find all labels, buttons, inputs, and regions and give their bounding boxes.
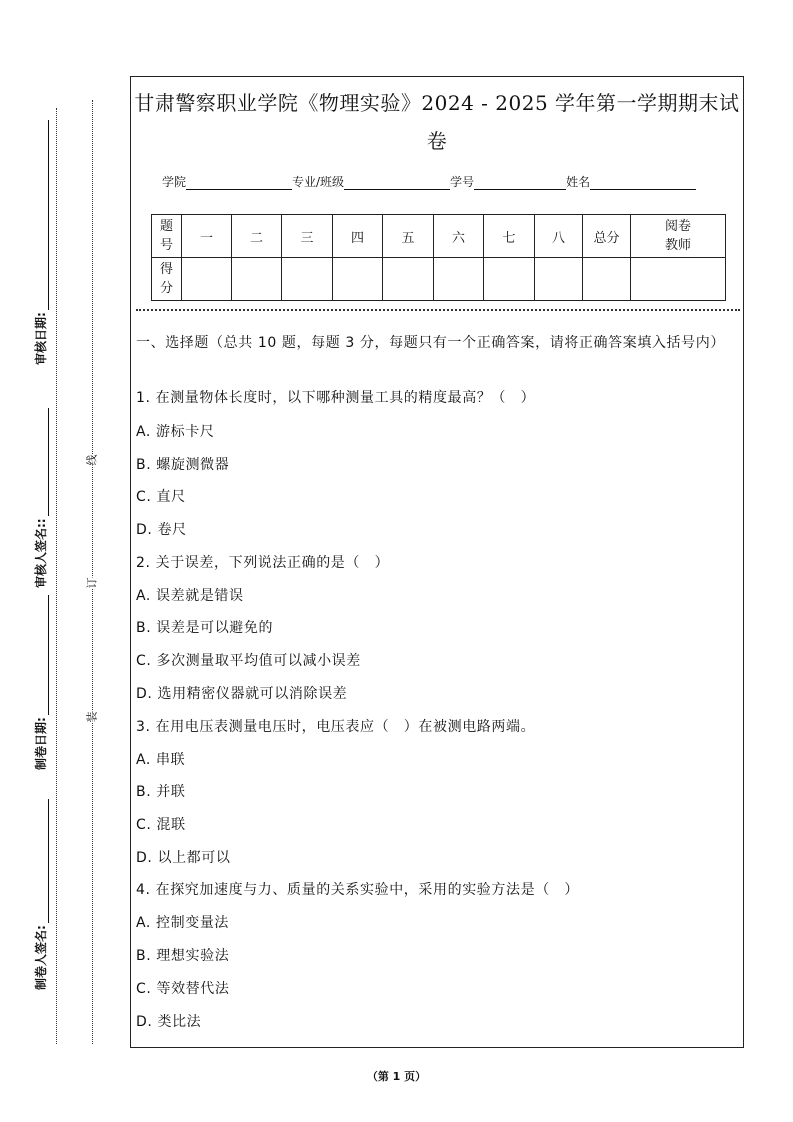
question-2-stem: 2. 关于误差，下列说法正确的是（ ） bbox=[136, 555, 390, 571]
question-4-option-d: D. 类比法 bbox=[136, 1014, 202, 1030]
reviewer-teacher-label: 阅卷 教师 bbox=[631, 215, 726, 258]
question-1-option-b: B. 螺旋测微器 bbox=[136, 457, 230, 473]
college-label: 学院 bbox=[162, 175, 187, 189]
question-2-option-d: D. 选用精密仪器就可以消除误差 bbox=[136, 686, 348, 702]
score-cell-6[interactable] bbox=[434, 258, 484, 301]
score-table-score-row bbox=[152, 258, 726, 301]
question-1-option-a: A. 游标卡尺 bbox=[136, 424, 215, 440]
score-cell-3[interactable] bbox=[282, 258, 333, 301]
score-cell-5[interactable] bbox=[383, 258, 434, 301]
college-blank[interactable] bbox=[186, 175, 292, 190]
reviewer-sign-blank bbox=[36, 408, 49, 516]
make-date-field bbox=[32, 595, 49, 770]
question-3-option-a: A. 串联 bbox=[136, 752, 186, 768]
binding-char-line: 线 bbox=[82, 455, 102, 466]
question-2-option-b: B. 误差是可以避免的 bbox=[136, 620, 274, 636]
question-2-option-a: A. 误差就是错误 bbox=[136, 588, 244, 604]
score-col-6: 六 bbox=[434, 215, 484, 258]
question-number-label: 题 号 bbox=[152, 215, 182, 258]
score-cell-reviewer[interactable] bbox=[631, 258, 726, 301]
binding-dotted-line-right bbox=[92, 100, 93, 1044]
exam-title bbox=[130, 84, 744, 160]
score-table-header-row bbox=[152, 215, 726, 258]
question-3-option-c: C. 混联 bbox=[136, 817, 186, 833]
score-cell-1[interactable] bbox=[182, 258, 232, 301]
major-blank[interactable] bbox=[344, 175, 450, 190]
score-col-8: 八 bbox=[535, 215, 583, 258]
student-id-label: 学号 bbox=[450, 175, 475, 189]
question-1-option-d: D. 卷尺 bbox=[136, 522, 187, 538]
score-cell-total[interactable] bbox=[583, 258, 631, 301]
score-col-2: 二 bbox=[232, 215, 282, 258]
score-col-5: 五 bbox=[383, 215, 434, 258]
section1-heading: 一、选择题（总共 10 题，每题 3 分，每题只有一个正确答案，请将正确答案填入括号内） bbox=[136, 335, 725, 351]
question-1-stem: 1. 在测量物体长度时，以下哪种测量工具的精度最高？（ ） bbox=[136, 390, 536, 406]
student-info-row bbox=[162, 173, 722, 190]
make-date-blank bbox=[36, 595, 49, 715]
review-date-label: 审核日期: bbox=[34, 312, 48, 365]
question-4-option-c: C. 等效替代法 bbox=[136, 981, 230, 997]
question-2-option-c: C. 多次测量取平均值可以减小误差 bbox=[136, 653, 361, 669]
score-table bbox=[151, 214, 726, 301]
score-cell-2[interactable] bbox=[232, 258, 282, 301]
binding-char-ding: 订 bbox=[82, 578, 102, 589]
question-3-stem: 3. 在用电压表测量电压时，电压表应（ ）在被测电路两端。 bbox=[136, 719, 536, 735]
score-cell-4[interactable] bbox=[333, 258, 383, 301]
review-date-blank bbox=[36, 120, 49, 310]
reviewer-sign-label: 审核人签名:: bbox=[34, 518, 48, 588]
question-1-option-c: C. 直尺 bbox=[136, 489, 186, 505]
score-col-1: 一 bbox=[182, 215, 232, 258]
question-4-stem: 4. 在探究加速度与力、质量的关系实验中，采用的实验方法是（ ） bbox=[136, 882, 580, 898]
name-label: 姓名 bbox=[566, 175, 591, 189]
score-cell-8[interactable] bbox=[535, 258, 583, 301]
score-cell-7[interactable] bbox=[484, 258, 535, 301]
maker-sign-label: 制卷人签名: bbox=[34, 925, 48, 990]
exam-title-line1: 甘肃警察职业学院《物理实验》2024 - 2025 学年第一学期期末试 bbox=[134, 91, 740, 115]
student-id-blank[interactable] bbox=[474, 175, 566, 190]
score-col-7: 七 bbox=[484, 215, 535, 258]
page-number: （第 1 页） bbox=[366, 1070, 427, 1083]
score-col-total: 总分 bbox=[583, 215, 631, 258]
name-blank[interactable] bbox=[590, 175, 696, 190]
review-date-field bbox=[32, 120, 49, 365]
section-separator bbox=[136, 309, 740, 311]
score-col-3: 三 bbox=[282, 215, 333, 258]
binding-dotted-line-left bbox=[56, 108, 57, 1044]
question-4-option-a: A. 控制变量法 bbox=[136, 915, 230, 931]
exam-title-line2: 卷 bbox=[426, 129, 448, 153]
major-label: 专业/班级 bbox=[292, 175, 345, 189]
score-row-label: 得 分 bbox=[152, 258, 182, 301]
question-3-option-b: B. 并联 bbox=[136, 784, 186, 800]
make-date-label: 制卷日期: bbox=[34, 717, 48, 770]
reviewer-sign-field bbox=[32, 408, 49, 588]
maker-sign-blank bbox=[36, 799, 49, 923]
question-4-option-b: B. 理想实验法 bbox=[136, 948, 230, 964]
binding-char-zhuang: 装 bbox=[82, 712, 102, 723]
maker-sign-field bbox=[32, 799, 49, 990]
score-col-4: 四 bbox=[333, 215, 383, 258]
question-3-option-d: D. 以上都可以 bbox=[136, 850, 231, 866]
